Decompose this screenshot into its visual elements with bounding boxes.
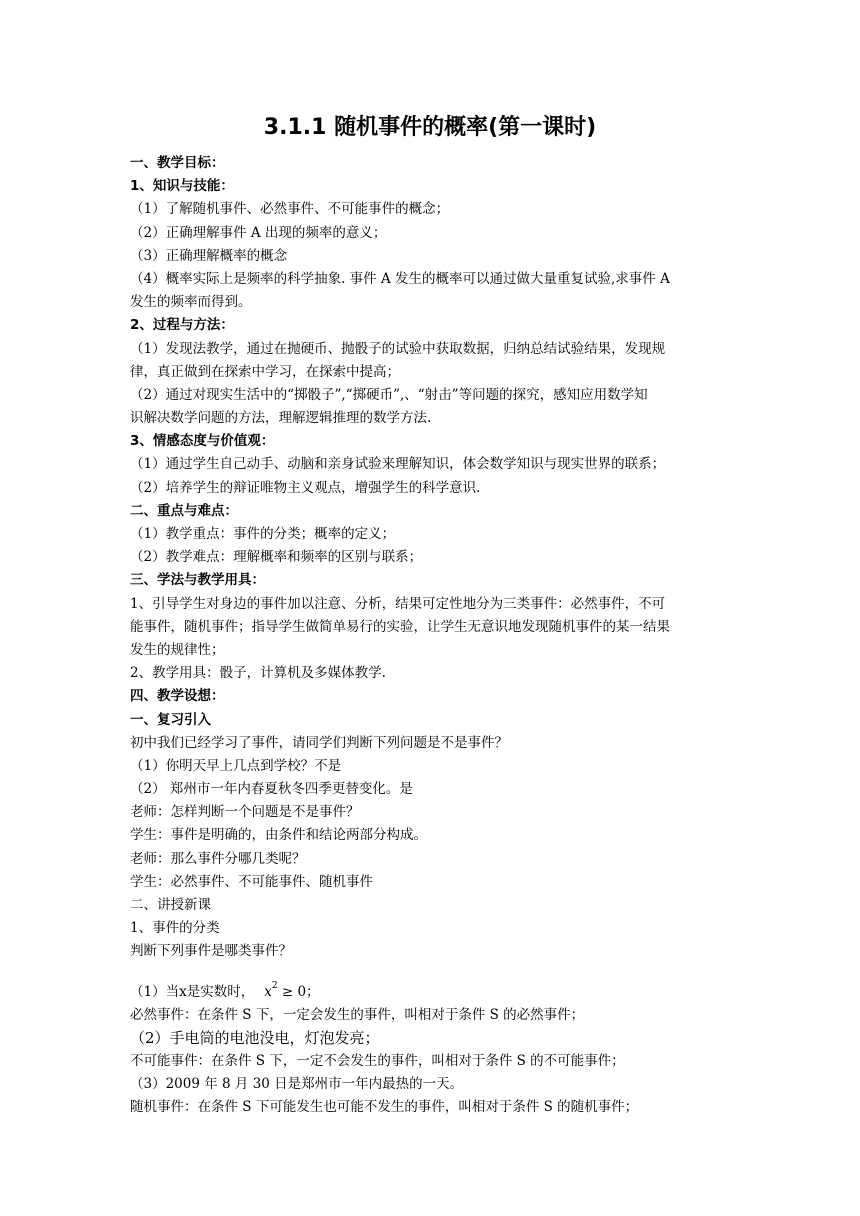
section-heading: 1、知识与技能： [130, 178, 234, 195]
section-heading: 一、复习引入 [130, 711, 211, 728]
body-text-line: 发生的规律性； [130, 641, 225, 658]
section-heading: 二、重点与难点： [130, 502, 238, 519]
body-text-line: （2）教学难点：理解概率和频率的区别与联系； [130, 549, 423, 566]
body-text-line: 判断下列事件是哪类事件？ [130, 943, 292, 960]
body-text-line: （3）正确理解概率的概念 [130, 247, 288, 264]
body-text-line: （4）概率实际上是频率的科学抽象. 事件 A 发生的概率可以通过做大量重复试验,求事件 A [130, 270, 670, 287]
formula-relation: ≥ 0 [277, 983, 307, 1000]
document-body [130, 152, 734, 1120]
body-text-line: （2）手电筒的电池没电，灯泡发亮； [130, 1028, 380, 1047]
body-text-line: （1）通过学生自己动手、动脑和亲身试验来理解知识，体会数学知识与现实世界的联系； [130, 456, 666, 473]
body-text-line: 必然事件：在条件 S 下，一定会发生的事件，叫相对于条件 S 的必然事件； [130, 1006, 585, 1023]
section-heading: 三、学法与教学用具： [130, 572, 265, 589]
body-lines-after [130, 1004, 734, 1120]
body-text-line: 能事件，随机事件；指导学生做简单易行的实验，让学生无意识地发现随机事件的某一结果 [130, 618, 670, 635]
formula-expression [264, 980, 307, 1000]
body-text-line: 初中我们已经学习了事件，请同学们判断下列问题是不是事件？ [130, 734, 508, 751]
body-text-line: 律，真正做到在探索中学习，在探索中提高； [130, 363, 400, 380]
body-text-line: （1）发现法教学，通过在抛硬币、抛骰子的试验中获取数据，归纳总结试验结果，发现规 [130, 340, 666, 357]
body-text-line: （2）通过对现实生活中的“掷骰子”,“掷硬币”,、“射击”等问题的探究，感知应用数学知 [130, 386, 648, 403]
section-heading: 四、教学设想： [130, 688, 225, 705]
section-heading: 2、过程与方法： [130, 317, 234, 334]
body-text-line: 二、讲授新课 [130, 897, 211, 913]
body-text-line: （1）教学重点：事件的分类；概率的定义； [130, 526, 396, 542]
formula-exponent: 2 [271, 980, 278, 991]
body-text-line: （3）2009 年 8 月 30 日是郑州市一年内最热的一天。 [130, 1076, 464, 1093]
body-text-line: 学生：事件是明确的，由条件和结论两部分构成。 [130, 827, 427, 844]
body-text-line: （1）了解随机事件、必然事件、不可能事件的概念； [130, 201, 450, 218]
body-text-line: 学生：必然事件、不可能事件、随机事件 [130, 873, 373, 890]
body-text-line: （2）培养学生的辩证唯物主义观点，增强学生的科学意识. [130, 479, 481, 496]
body-text-line: 1、事件的分类 [130, 920, 220, 937]
body-text-line: 老师：怎样判断一个问题是不是事件？ [130, 804, 360, 821]
body-text-line: （2） 郑州市一年内春夏秋冬四季更替变化。是 [130, 781, 413, 798]
section-heading: 3、情感态度与价值观： [130, 433, 275, 450]
formula-prefix: （1）当x是实数时， [130, 983, 255, 1000]
section-heading: 一、教学目标： [130, 155, 225, 171]
formula-variable: x [264, 983, 272, 1000]
body-text-line: （1）你明天早上几点到学校？不是 [130, 757, 342, 774]
body-lines [130, 152, 734, 964]
body-text-line: 2、教学用具：骰子，计算机及多媒体教学. [130, 665, 386, 682]
body-text-line: 随机事件：在条件 S 下可能发生也可能不发生的事件，叫相对于条件 S 的随机事件； [130, 1099, 639, 1116]
body-text-line: 不可能事件：在条件 S 下，一定不会发生的事件，叫相对于条件 S 的不可能事件； [130, 1052, 625, 1069]
body-text-line: （2）正确理解事件 A 出现的频率的意义； [130, 224, 387, 241]
formula-suffix: ； [306, 983, 320, 1000]
body-text-line: 发生的频率而得到。 [130, 294, 252, 311]
document-title: 3.1.1 随机事件的概率(第一课时) [263, 115, 597, 140]
body-text-line: 1、引导学生对身边的事件加以注意、分析，结果可定性地分为三类事件：必然事件，不可 [130, 595, 666, 612]
body-text-line: 识解决数学问题的方法，理解逻辑推理的数学方法. [130, 410, 432, 427]
body-text-line: 老师：那么事件分哪几类呢？ [130, 850, 306, 867]
formula-line [130, 968, 734, 1004]
